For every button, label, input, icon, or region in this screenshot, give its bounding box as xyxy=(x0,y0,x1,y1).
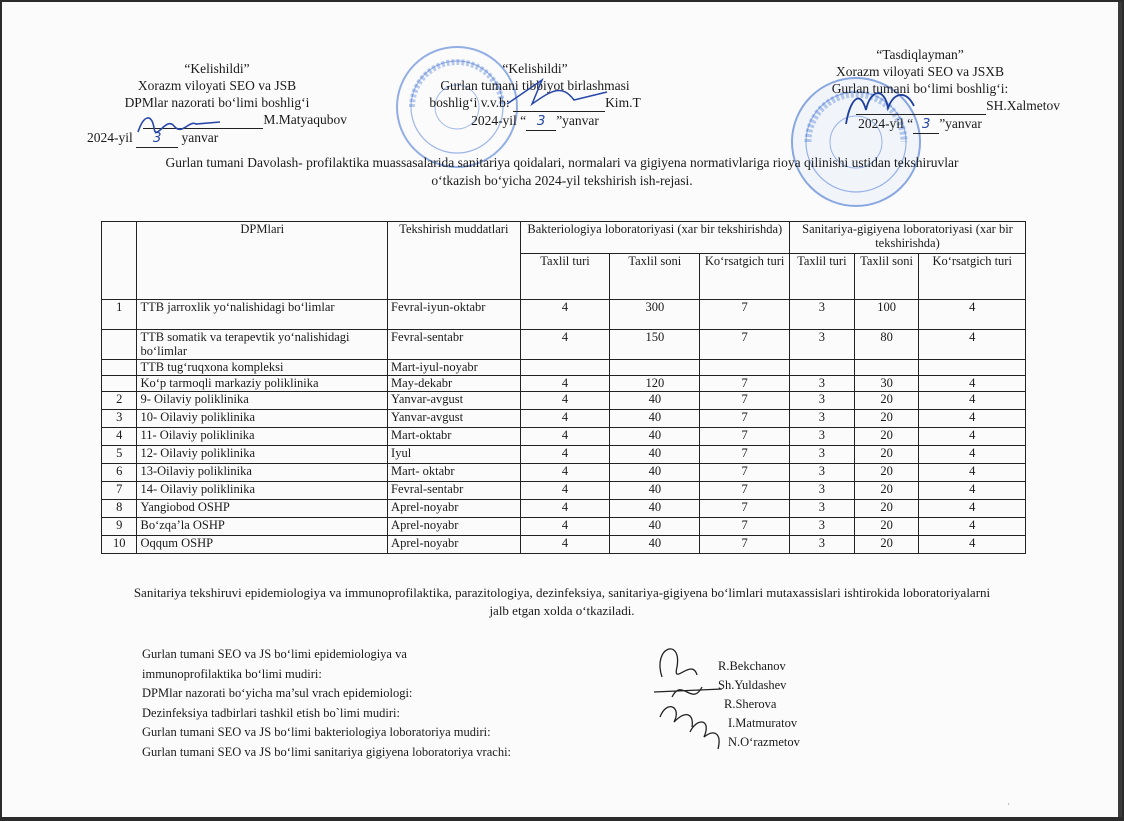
header-right-month: ”yanvar xyxy=(939,116,982,131)
row-san-type: 3 xyxy=(789,300,854,330)
row-bact-indicator: 7 xyxy=(700,518,790,536)
role-line: Gurlan tumani SEO va JS bo‘limi sanitariya gigiyena loboratoriya vrachi: xyxy=(142,744,512,759)
role-line: Gurlan tumani SEO va JS bo‘limi epidemiologiya va xyxy=(142,647,407,661)
table-row xyxy=(102,410,1026,428)
row-san-indicator: 4 xyxy=(919,464,1026,482)
row-bact-type xyxy=(520,360,610,376)
header-right-year: 2024-yil “ xyxy=(858,116,914,131)
row-san-count: 20 xyxy=(854,482,919,500)
row-term: Aprel-noyabr xyxy=(388,500,521,518)
header-left-month: yanvar xyxy=(181,130,219,145)
signatory-names xyxy=(714,657,800,752)
row-name: Oqqum OSHP xyxy=(137,536,388,554)
row-index: 5 xyxy=(102,446,137,464)
table-row xyxy=(102,428,1026,446)
document-title xyxy=(82,154,1042,190)
row-name: 12- Oilaviy poliklinika xyxy=(137,446,388,464)
name-line: N.O‘razmetov xyxy=(728,735,800,749)
row-bact-type: 4 xyxy=(520,376,610,392)
row-name: Yangiobod OSHP xyxy=(137,500,388,518)
row-san-indicator: 4 xyxy=(919,428,1026,446)
row-term: Aprel-noyabr xyxy=(388,536,521,554)
table-row xyxy=(102,360,1026,376)
header-right-signline xyxy=(780,97,1060,115)
row-bact-indicator: 7 xyxy=(700,410,790,428)
row-index: 6 xyxy=(102,464,137,482)
row-san-count: 20 xyxy=(854,536,919,554)
table-row xyxy=(102,536,1026,554)
header-right-name: SH.Xalmetov xyxy=(986,98,1060,113)
row-san-count: 20 xyxy=(854,410,919,428)
header-san-type: Taxlil turi xyxy=(789,254,854,300)
corner-mark: · xyxy=(1007,800,1010,809)
header-left-line2: Xorazm viloyati SEO va JSB xyxy=(137,78,297,93)
row-bact-indicator: 7 xyxy=(700,446,790,464)
row-bact-count: 150 xyxy=(610,330,700,360)
row-san-count: 100 xyxy=(854,300,919,330)
row-index: 10 xyxy=(102,536,137,554)
row-bact-count: 40 xyxy=(610,518,700,536)
row-bact-type: 4 xyxy=(520,446,610,464)
row-name: 14- Oilaviy poliklinika xyxy=(137,482,388,500)
row-san-indicator: 4 xyxy=(919,536,1026,554)
row-san-indicator: 4 xyxy=(919,482,1026,500)
row-term: Mart-iyul-noyabr xyxy=(388,360,521,376)
row-san-type: 3 xyxy=(789,428,854,446)
row-name: Ko‘p tarmoqli markaziy poliklinika xyxy=(137,376,388,392)
table-row xyxy=(102,300,1026,330)
row-term: Aprel-noyabr xyxy=(388,518,521,536)
header-right-line3: Gurlan tumani bo‘limi boshlig‘i: xyxy=(831,81,1009,96)
row-san-count: 20 xyxy=(854,518,919,536)
row-term: Fevral-iyun-oktabr xyxy=(388,300,521,330)
row-san-count: 30 xyxy=(854,376,919,392)
role-line: DPMlar nazorati bo‘yicha ma’sul vrach epidemiologi: xyxy=(142,686,413,700)
header-san-indicator: Ko‘rsatgich turi xyxy=(919,254,1026,300)
row-san-indicator xyxy=(919,360,1026,376)
row-san-type: 3 xyxy=(789,518,854,536)
row-san-count: 20 xyxy=(854,392,919,410)
header-right-day: 3 xyxy=(921,116,931,132)
row-san-type: 3 xyxy=(789,500,854,518)
row-bact-count: 40 xyxy=(610,428,700,446)
row-name: TTB jarroxlik yo‘nalishidagi bo‘limlar xyxy=(137,300,388,330)
table-row xyxy=(102,518,1026,536)
header-index xyxy=(102,222,137,300)
row-term: Mart-oktabr xyxy=(388,428,521,446)
row-san-indicator: 4 xyxy=(919,410,1026,428)
row-bact-type: 4 xyxy=(520,428,610,446)
name-line: R.Bekchanov xyxy=(718,659,786,673)
header-left-line1: “Kelishildi” xyxy=(184,61,250,76)
header-center-date xyxy=(400,112,670,131)
name-line: R.Sherova xyxy=(724,697,777,711)
row-index: 2 xyxy=(102,392,137,410)
row-san-type: 3 xyxy=(789,392,854,410)
header-center-line3: boshlig‘i v.v.b: xyxy=(429,95,510,110)
row-name: 11- Oilaviy poliklinika xyxy=(137,428,388,446)
signature-right xyxy=(840,80,920,130)
row-bact-type: 4 xyxy=(520,536,610,554)
note-text xyxy=(62,584,1062,620)
row-name: TTB tug‘ruqxona kompleksi xyxy=(137,360,388,376)
document-page xyxy=(2,2,1122,817)
row-san-type: 3 xyxy=(789,482,854,500)
row-index: 9 xyxy=(102,518,137,536)
row-term: Fevral-sentabr xyxy=(388,482,521,500)
row-bact-type: 4 xyxy=(520,500,610,518)
role-line: Gurlan tumani SEO va JS bo‘limi bakteriologiya loboratoriya mudiri: xyxy=(142,725,491,739)
row-term: Yanvar-avgust xyxy=(388,410,521,428)
row-name: 10- Oilaviy poliklinika xyxy=(137,410,388,428)
role-line: Dezinfeksiya tadbirlari tashkil etish bo`limi mudiri: xyxy=(142,705,400,720)
row-san-count: 80 xyxy=(854,330,919,360)
row-index: 8 xyxy=(102,500,137,518)
table-row xyxy=(102,500,1026,518)
row-bact-type: 4 xyxy=(520,482,610,500)
row-bact-count: 40 xyxy=(610,536,700,554)
header-center-year: 2024-yil “ xyxy=(471,113,527,128)
row-index: 4 xyxy=(102,428,137,446)
row-term: Iyul xyxy=(388,446,521,464)
row-bact-type: 4 xyxy=(520,330,610,360)
note-line2: jalb etgan xolda o‘tkaziladi. xyxy=(489,603,635,618)
row-san-count: 20 xyxy=(854,428,919,446)
header-dpm: DPMlari xyxy=(137,222,388,300)
header-bact-type: Taxlil turi xyxy=(520,254,610,300)
row-bact-type: 4 xyxy=(520,464,610,482)
row-bact-type: 4 xyxy=(520,518,610,536)
row-name: 13-Oilaviy poliklinika xyxy=(137,464,388,482)
row-name: 9- Oilaviy poliklinika xyxy=(137,392,388,410)
row-bact-type: 4 xyxy=(520,410,610,428)
row-san-type: 3 xyxy=(789,464,854,482)
header-left-name: M.Matyaqubov xyxy=(263,112,347,127)
row-san-type xyxy=(789,360,854,376)
header-right xyxy=(780,46,1060,134)
row-bact-count: 40 xyxy=(610,446,700,464)
row-san-count: 20 xyxy=(854,464,919,482)
row-index: 7 xyxy=(102,482,137,500)
row-bact-count: 40 xyxy=(610,500,700,518)
name-line: Sh.Yuldashev xyxy=(718,678,787,692)
row-bact-indicator: 7 xyxy=(700,330,790,360)
row-bact-count: 300 xyxy=(610,300,700,330)
header-center-day: 3 xyxy=(536,113,546,129)
row-name: Bo‘zqa’la OSHP xyxy=(137,518,388,536)
header-bacteriology: Bakteriologiya loboratoriyasi (xar bir tekshirishda) xyxy=(520,222,789,254)
row-bact-count: 40 xyxy=(610,392,700,410)
signature-center xyxy=(502,70,612,110)
table-row xyxy=(102,392,1026,410)
row-bact-count: 40 xyxy=(610,482,700,500)
signature-left xyxy=(134,110,224,138)
header-center-line1: “Kelishildi” xyxy=(502,61,568,76)
row-bact-count: 120 xyxy=(610,376,700,392)
header-bact-count: Taxlil soni xyxy=(610,254,700,300)
header-center-month: ”yanvar xyxy=(556,113,599,128)
document-title-line1: Gurlan tumani Davolash- profilaktika muassasalarida sanitariya qoidalari, normalari va gigiyena normativlariga rioya qilinishi ustidan tekshiruvlar xyxy=(165,155,959,170)
table-row xyxy=(102,482,1026,500)
row-san-count xyxy=(854,360,919,376)
row-san-type: 3 xyxy=(789,410,854,428)
row-san-indicator: 4 xyxy=(919,446,1026,464)
table-body xyxy=(102,300,1026,554)
row-bact-type: 4 xyxy=(520,392,610,410)
table-row xyxy=(102,376,1026,392)
table-row xyxy=(102,330,1026,360)
row-index xyxy=(102,330,137,360)
row-bact-count: 40 xyxy=(610,410,700,428)
row-name: TTB somatik va terapevtik yo‘nalishidagi bo‘limlar xyxy=(137,330,388,360)
header-left-line3: DPMlar nazorati bo‘limi boshlig‘i xyxy=(124,95,310,110)
header-right-line1: “Tasdiqlayman” xyxy=(876,47,964,62)
row-san-indicator: 4 xyxy=(919,500,1026,518)
row-san-type: 3 xyxy=(789,376,854,392)
row-term: Fevral-sentabr xyxy=(388,330,521,360)
row-index xyxy=(102,360,137,376)
header-bact-indicator: Ko‘rsatgich turi xyxy=(700,254,790,300)
row-bact-indicator: 7 xyxy=(700,500,790,518)
inspection-plan-table xyxy=(101,221,1026,554)
header-terms: Tekshirish muddatlari xyxy=(388,222,521,300)
row-term: May-dekabr xyxy=(388,376,521,392)
header-sanitary: Sanitariya-gigiyena loboratoriyasi (xar bir tekshirishda) xyxy=(789,222,1025,254)
signatory-roles xyxy=(142,645,511,762)
row-bact-indicator: 7 xyxy=(700,536,790,554)
row-bact-indicator: 7 xyxy=(700,428,790,446)
row-san-type: 3 xyxy=(789,330,854,360)
header-right-date xyxy=(780,115,1060,134)
header-right-line2: Xorazm viloyati SEO va JSXB xyxy=(836,64,1004,79)
row-bact-indicator xyxy=(700,360,790,376)
row-index xyxy=(102,376,137,392)
row-bact-indicator: 7 xyxy=(700,482,790,500)
name-line: I.Matmuratov xyxy=(728,716,798,730)
row-bact-type: 4 xyxy=(520,300,610,330)
role-line: immunoprofilaktika bo‘limi mudiri: xyxy=(142,666,322,681)
row-san-indicator: 4 xyxy=(919,392,1026,410)
table-row xyxy=(102,446,1026,464)
header-left-day: 3 xyxy=(152,130,162,146)
row-bact-indicator: 7 xyxy=(700,300,790,330)
row-san-type: 3 xyxy=(789,446,854,464)
header-center-line2: Gurlan tumani tibbiyot birlashmasi xyxy=(440,78,630,93)
row-bact-indicator: 7 xyxy=(700,392,790,410)
row-san-indicator: 4 xyxy=(919,376,1026,392)
row-bact-indicator: 7 xyxy=(700,464,790,482)
row-index: 3 xyxy=(102,410,137,428)
row-bact-count: 40 xyxy=(610,464,700,482)
row-san-type: 3 xyxy=(789,536,854,554)
row-bact-count xyxy=(610,360,700,376)
row-term: Yanvar-avgust xyxy=(388,392,521,410)
row-san-count: 20 xyxy=(854,446,919,464)
row-index: 1 xyxy=(102,300,137,330)
row-san-indicator: 4 xyxy=(919,300,1026,330)
note-line1: Sanitariya tekshiruvi epidemiologiya va immunoprofilaktika, parazitologiya, dezinfeksiya, sanitariya-gigiyena bo‘limlari mutaxassislari ishtirokida loboratoriyalarni xyxy=(133,585,991,600)
document-title-line2: o‘tkazish bo‘yicha 2024-yil tekshirish ish-rejasi. xyxy=(431,173,693,188)
row-san-indicator: 4 xyxy=(919,330,1026,360)
header-center-name: Kim.T xyxy=(605,95,641,110)
row-bact-indicator: 7 xyxy=(700,376,790,392)
row-term: Mart- oktabr xyxy=(388,464,521,482)
header-san-count: Taxlil soni xyxy=(854,254,919,300)
row-san-indicator: 4 xyxy=(919,518,1026,536)
row-san-count: 20 xyxy=(854,500,919,518)
table-row xyxy=(102,464,1026,482)
header-left-year: 2024-yil xyxy=(87,130,133,145)
